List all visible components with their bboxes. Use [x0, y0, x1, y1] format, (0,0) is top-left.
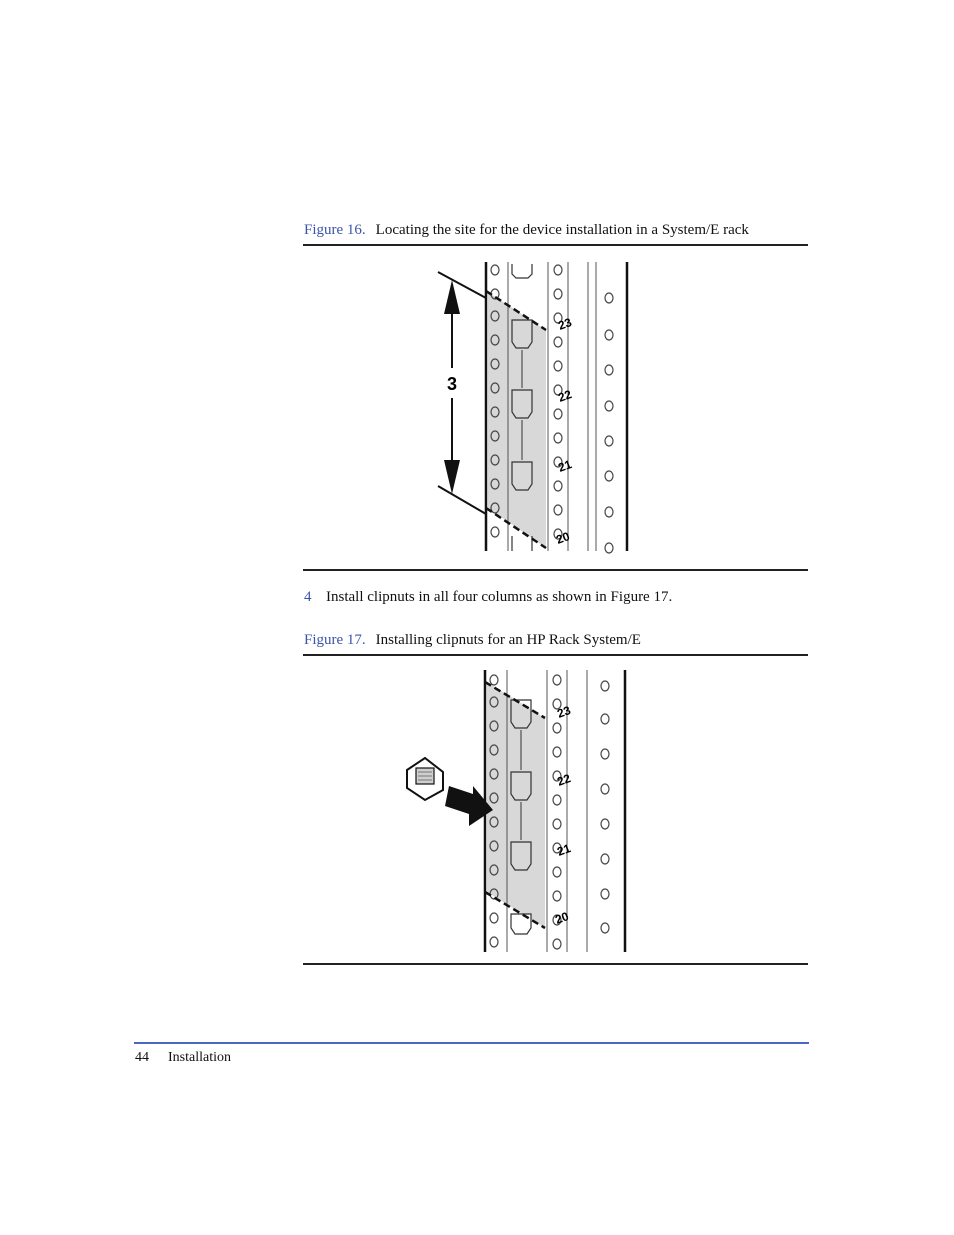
unit-label-20: 20	[553, 909, 571, 927]
figure-17-title: Installing clipnuts for an HP Rack System/E	[375, 632, 641, 648]
unit-label-22: 22	[556, 387, 574, 405]
unit-label-20: 20	[554, 529, 572, 547]
figure-17-rack-illustration	[395, 666, 635, 954]
page-number: 44	[135, 1050, 149, 1065]
clipnut-icon	[407, 758, 443, 800]
figure-16-rack-illustration	[420, 258, 660, 554]
figure-16-bottom-rule	[303, 569, 808, 571]
shaded-unit-area	[488, 292, 546, 548]
dimension-arrow-down	[444, 460, 460, 494]
dimension-arrow-up	[444, 280, 460, 314]
figure-17-caption	[304, 631, 641, 649]
unit-label-22: 22	[555, 771, 573, 789]
dimension-label: 3	[446, 374, 458, 394]
unit-label-23: 23	[556, 315, 574, 333]
step-4-number: 4	[304, 589, 312, 605]
figure-17-label: Figure 17.	[304, 632, 366, 648]
right-column-holes	[601, 681, 609, 933]
footer-section: Installation	[168, 1050, 231, 1065]
unit-label-23: 23	[555, 703, 573, 721]
footer-rule	[134, 1042, 809, 1044]
figure-16-title: Locating the site for the device installation in a System/E rack	[375, 222, 749, 238]
figure-16-top-rule	[303, 244, 808, 246]
figure-17-top-rule	[303, 654, 808, 656]
figure-16-label: Figure 16.	[304, 222, 366, 238]
step-4-text: Install clipnuts in all four columns as shown in Figure 17.	[326, 589, 673, 605]
right-column-holes	[605, 293, 613, 553]
figure-16-caption	[304, 221, 749, 239]
figure-17-bottom-rule	[303, 963, 808, 965]
step-4	[304, 589, 672, 606]
unit-label-21: 21	[555, 841, 573, 859]
shaded-unit-area	[487, 682, 545, 928]
unit-label-21: 21	[556, 457, 574, 475]
